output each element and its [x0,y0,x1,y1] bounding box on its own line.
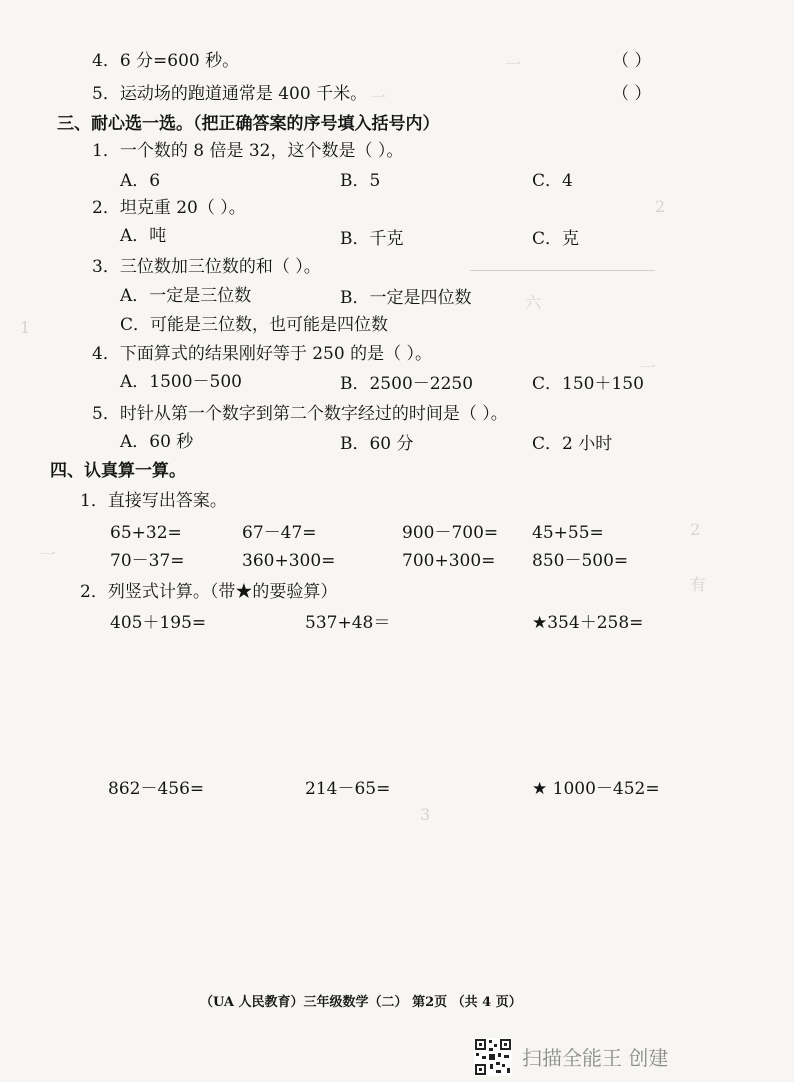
bleed-through-text: 1 [20,318,31,337]
bleed-through-text: 一 [640,358,657,377]
option-a[interactable]: A．一定是三位数 [120,286,252,306]
vertical-calc-item: 405＋195= [110,613,207,633]
option-b[interactable]: B．2500－2250 [340,374,474,394]
vertical-calc-item: ★ 1000－452= [532,779,660,799]
bleed-through-text: 有 [690,575,707,594]
option-b[interactable]: B．一定是四位数 [340,288,472,308]
vertical-calc-item: ★354＋258= [532,613,644,633]
section-3-title: 三、耐心选一选。（把正确答案的序号填入括号内） [57,114,440,134]
section-4-title: 四、认真算一算。 [50,461,186,481]
bleed-through-line [470,270,655,271]
vertical-calc-item: 862－456= [108,779,205,799]
choice-question-2: 2．坦克重 20（ ）。 [92,198,246,218]
answer-paren[interactable]: （ ） [612,51,652,71]
bleed-through-text: 一 [40,545,57,564]
tf-question-5: 5．运动场的跑道通常是 400 千米。 [92,84,368,104]
mental-math-item: 67－47= [242,523,317,543]
answer-paren[interactable]: （ ） [612,84,652,104]
vertical-calc-item: 214－65= [305,779,391,799]
tf-question-4: 4．6 分=600 秒。 [92,51,240,71]
bleed-through-text: 2 [690,520,701,539]
mental-math-item: 360+300= [242,551,336,571]
choice-question-3: 3．三位数加三位数的和（ ）。 [92,257,321,277]
option-c[interactable]: C．2 小时 [532,434,613,454]
option-c[interactable]: C．150＋150 [532,374,644,394]
option-a[interactable]: A．吨 [120,226,167,246]
mental-math-item: 70－37= [110,551,185,571]
option-a[interactable]: A．6 [120,171,161,191]
option-b[interactable]: B．60 分 [340,434,414,454]
option-c[interactable]: C．可能是三位数，也可能是四位数 [120,315,389,335]
choice-question-4: 4．下面算式的结果刚好等于 250 的是（ ）。 [92,344,432,364]
page-footer: （UA 人民教育）三年级数学（二） 第2页 （共 4 页） [200,995,522,1010]
subsection-2-title: 2．列竖式计算。（带★的要验算） [80,582,338,602]
option-c[interactable]: C．4 [532,171,573,191]
mental-math-item: 700+300= [402,551,496,571]
bleed-through-text: 一 [370,88,387,107]
option-a[interactable]: A．1500－500 [120,372,242,392]
option-b[interactable]: B．5 [340,171,381,191]
mental-math-item: 45+55= [532,523,604,543]
qr-code-icon [474,1038,512,1076]
bleed-through-text: 2 [655,197,666,216]
bleed-through-text: 3 [420,805,431,824]
mental-math-item: 850－500= [532,551,629,571]
bleed-through-text: 六 [525,293,542,312]
option-b[interactable]: B．千克 [340,229,404,249]
option-c[interactable]: C．克 [532,229,580,249]
bleed-through-text: 一 [505,55,522,74]
scanner-watermark: 扫描全能王 创建 [522,1046,669,1070]
option-a[interactable]: A．60 秒 [120,432,194,452]
choice-question-5: 5．时针从第一个数字到第二个数字经过的时间是（ ）。 [92,404,508,424]
mental-math-item: 900－700= [402,523,499,543]
choice-question-1: 1．一个数的 8 倍是 32，这个数是（ ）。 [92,141,404,161]
vertical-calc-item: 537+48＝ [305,613,391,633]
mental-math-item: 65+32= [110,523,182,543]
subsection-1-title: 1．直接写出答案。 [80,491,227,511]
